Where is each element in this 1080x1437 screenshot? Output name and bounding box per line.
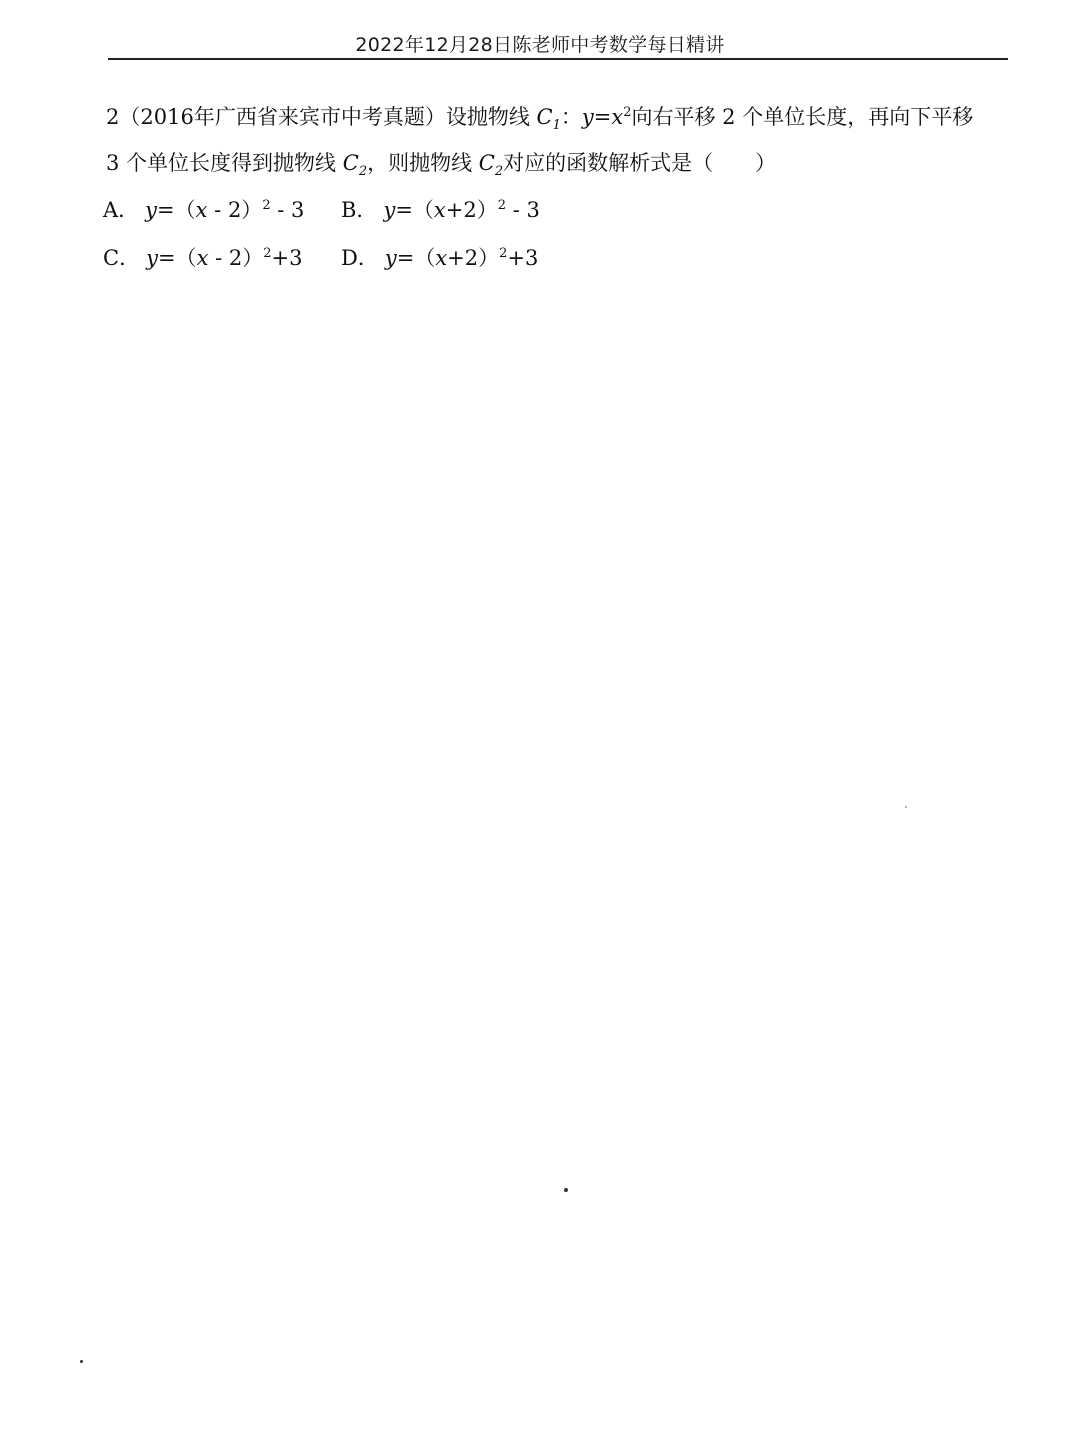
equation-exponent: 2 — [623, 105, 632, 120]
option-c[interactable]: C． y=（x - 2）$^2$+3 — [103, 246, 303, 270]
colon: ： — [560, 105, 582, 129]
question-text-1: 设抛物线 — [445, 105, 530, 129]
page-header: 2022年12月28日陈老师中考数学每日精讲 — [355, 34, 725, 56]
options-row-2 — [103, 234, 540, 282]
answer-options — [103, 186, 540, 282]
header-rule — [108, 58, 1008, 60]
question-source: （2016年广西省来宾市中考真题） — [119, 105, 446, 129]
question-block — [106, 94, 1018, 186]
option-b[interactable]: B． $y=(x+2)^2 - 3$ — [341, 198, 540, 222]
curve-c2: $C_2$ — [342, 151, 368, 180]
question-line-2 — [106, 140, 1018, 186]
question-line-1 — [106, 94, 1018, 140]
curve-c1: $C_1$ — [536, 105, 561, 134]
scan-speck — [564, 1188, 568, 1192]
option-d[interactable]: D． $y=(x+2)^2+3$ — [341, 246, 539, 270]
curve-c2-again: $C_2$ — [478, 151, 504, 180]
question-text-5: 对应的函数解析式是（ ） — [503, 151, 777, 175]
question-text-3: 3 个单位长度得到抛物线 — [106, 151, 337, 175]
scan-speck — [905, 806, 907, 808]
question-text-2: 向右平移 2 个单位长度，再向下平移 — [631, 105, 974, 129]
equation-x: x — [611, 105, 624, 129]
equation-equals: = — [593, 105, 612, 129]
scan-speck — [80, 1360, 83, 1363]
question-number: 2 — [106, 105, 120, 129]
equation-y: y — [581, 105, 594, 129]
question-text-4: ，则抛物线 — [367, 151, 473, 175]
options-row-1 — [103, 186, 540, 234]
option-a[interactable]: A． y=（x - 2）$^2$ - 3 — [103, 198, 305, 222]
